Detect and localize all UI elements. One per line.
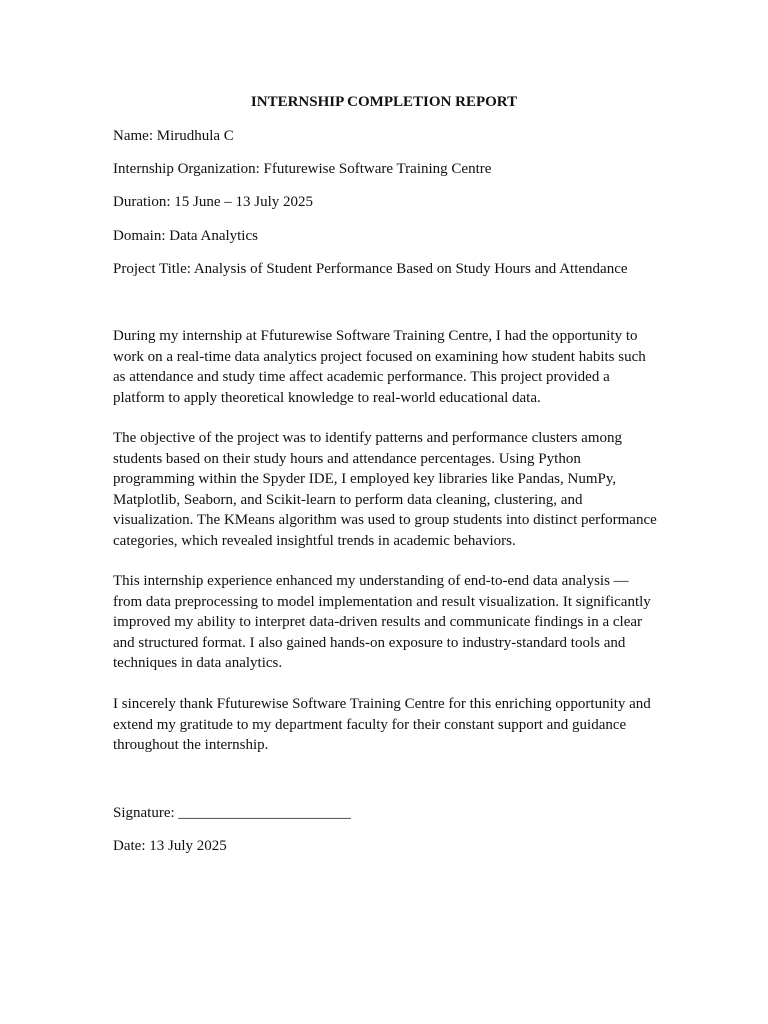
paragraph-introduction: During my internship at Ffuturewise Software Training Centre, I had the opportunity to work on a real-time data analytics project focused on examining how student habits such as attendance and study time affect academic performance. This project provided a platform to apply theoretical knowledge to real-world educational data. [113,328,646,406]
date-line: Date: 13 July 2025 [113,838,227,854]
organization-line: Internship Organization: Ffuturewise Software Training Centre [113,161,492,177]
paragraph-acknowledgement: I sincerely thank Ffuturewise Software Training Centre for this enriching opportunity and extend my gratitude to my department faculty for their constant support and guidance throughout the internship. [113,696,651,753]
paragraph-objective: The objective of the project was to identify patterns and performance clusters among students based on their study hours and attendance percentages. Using Python programming within the Spyder IDE, I employed key libraries like Pandas, NumPy, Matplotlib, Seaborn, and Scikit-learn to perform data cleaning, clustering, and visualization. The KMeans algorithm was used to group students into distinct performance categories, which revealed insightful trends in academic behaviors. [113,430,657,549]
name-line: Name: Mirudhula C [113,128,234,144]
domain-line: Domain: Data Analytics [113,228,258,244]
duration-line: Duration: 15 June – 13 July 2025 [113,194,313,210]
report-title: INTERNSHIP COMPLETION REPORT [250,94,518,110]
signature-line: Signature: _______________________ [113,805,351,821]
project-title-line: Project Title: Analysis of Student Performance Based on Study Hours and Attendance [113,261,628,277]
paragraph-experience: This internship experience enhanced my understanding of end-to-end data analysis — from data preprocessing to model implementation and result visualization. It significantly improved my ability to interpret data-driven results and communicate findings in a clear and structured format. I also gained hands-on exposure to industry-standard tools and techniques in data analytics. [113,573,651,671]
